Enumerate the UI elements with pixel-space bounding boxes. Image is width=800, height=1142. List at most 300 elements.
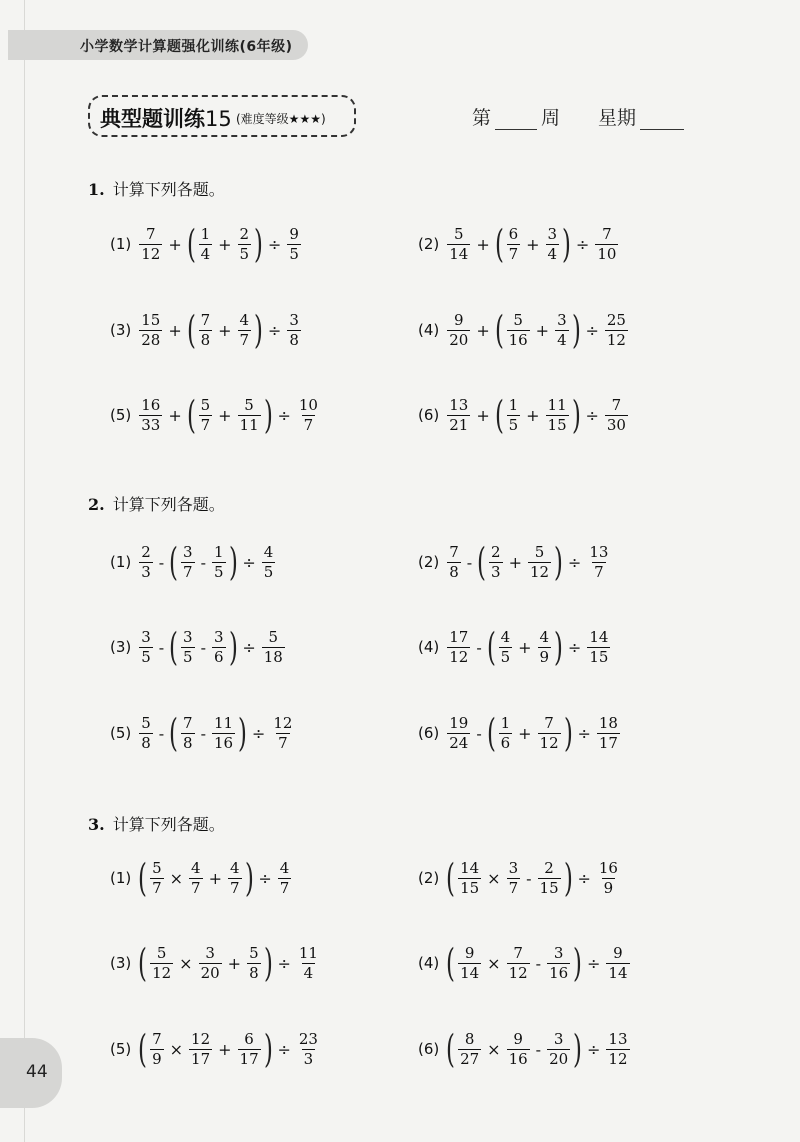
section-number: 3. (88, 815, 105, 834)
denominator: 14 (608, 963, 628, 982)
fraction (181, 542, 195, 581)
problem-3-6 (418, 1024, 632, 1074)
operator: + (526, 234, 540, 254)
fraction (262, 542, 276, 581)
numerator: 4 (239, 310, 250, 329)
operator: ÷ (267, 234, 282, 254)
denominator: 6 (213, 647, 224, 666)
numerator: 3 (553, 1029, 564, 1048)
close-paren: ) (571, 393, 581, 437)
numerator: 7 (602, 224, 612, 243)
fraction (458, 943, 481, 982)
numerator: 3 (553, 943, 564, 962)
operator: + (476, 234, 490, 254)
denominator: 7 (200, 415, 211, 434)
close-paren: ) (554, 625, 563, 669)
fraction (587, 627, 610, 666)
denominator: 8 (200, 330, 211, 349)
fraction (499, 713, 513, 752)
fraction (507, 395, 521, 434)
denominator: 8 (141, 733, 151, 752)
open-paren: ( (186, 222, 196, 266)
denominator: 12 (606, 330, 626, 349)
denominator: 7 (183, 562, 193, 581)
numerator: 7 (200, 310, 211, 329)
denominator: 15 (539, 878, 559, 897)
problem-label: (4) (418, 638, 440, 656)
numerator: 5 (268, 627, 279, 646)
operator: ÷ (587, 1039, 601, 1059)
open-paren: ( (446, 1027, 456, 1071)
denominator: 8 (249, 963, 259, 982)
numerator: 13 (608, 1029, 628, 1048)
fraction (447, 224, 470, 263)
denominator: 7 (594, 562, 604, 581)
numerator: 7 (449, 542, 459, 561)
denominator: 3 (303, 1049, 314, 1068)
problem-2-2 (418, 537, 612, 587)
open-paren: ( (446, 856, 456, 900)
numerator: 23 (298, 1029, 318, 1048)
section-number: 1. (88, 180, 105, 199)
denominator: 3 (491, 562, 501, 581)
problem-1-5 (110, 390, 322, 440)
denominator: 6 (500, 733, 511, 752)
numerator: 9 (289, 224, 299, 243)
close-paren: ) (563, 856, 573, 900)
numerator: 8 (464, 1029, 475, 1048)
numerator: 13 (589, 542, 609, 561)
numerator: 2 (491, 542, 501, 561)
fraction (507, 1029, 530, 1068)
numerator: 17 (449, 627, 469, 646)
denominator: 9 (539, 647, 550, 666)
fraction (181, 713, 195, 752)
numerator: 9 (513, 1029, 523, 1048)
numerator: 18 (598, 713, 618, 732)
numerator: 7 (152, 1029, 162, 1048)
numerator: 1 (200, 224, 211, 243)
numerator: 4 (229, 858, 240, 877)
denominator: 8 (183, 733, 193, 752)
numerator: 5 (200, 395, 211, 414)
fraction (139, 310, 162, 349)
close-paren: ) (571, 308, 581, 352)
operator: ÷ (258, 868, 272, 888)
denominator: 16 (508, 1049, 528, 1068)
close-paren: ) (573, 941, 583, 985)
operator: × (169, 1039, 184, 1059)
denominator: 4 (200, 244, 211, 263)
fraction (555, 310, 569, 349)
problem-label: (1) (110, 235, 132, 253)
section-instruction: 计算下列各题。 (112, 180, 225, 199)
section-heading (88, 177, 225, 200)
fraction (238, 1029, 261, 1068)
fraction (606, 943, 629, 982)
numerator: 3 (289, 310, 299, 329)
close-paren: ) (573, 1027, 583, 1071)
numerator: 7 (146, 224, 156, 243)
fraction (447, 310, 470, 349)
denominator: 9 (152, 1049, 162, 1068)
problem-label: (3) (110, 954, 132, 972)
difficulty-label: (难度等级★★★) (236, 112, 326, 126)
problem-2-3 (110, 622, 287, 672)
operator: - (200, 637, 206, 657)
numerator: 14 (589, 627, 609, 646)
fraction (228, 858, 242, 897)
denominator: 30 (606, 415, 626, 434)
denominator: 5 (263, 562, 274, 581)
operator: + (218, 234, 232, 254)
numerator: 7 (183, 713, 193, 732)
fraction (499, 627, 513, 666)
denominator: 7 (303, 415, 314, 434)
fraction (297, 943, 320, 982)
operator: - (466, 552, 473, 572)
operator: + (518, 637, 532, 657)
operator: + (518, 723, 532, 743)
fraction (247, 943, 261, 982)
operator: × (487, 953, 501, 973)
denominator: 4 (303, 963, 314, 982)
denominator: 5 (289, 244, 299, 263)
open-paren: ( (169, 625, 179, 669)
operator: + (218, 320, 232, 340)
denominator: 5 (183, 647, 193, 666)
numerator: 9 (613, 943, 623, 962)
fraction (546, 395, 569, 434)
denominator: 7 (278, 733, 288, 752)
fraction (139, 627, 153, 666)
fraction (606, 1029, 629, 1068)
problem-label: (6) (418, 724, 440, 742)
fraction (238, 310, 252, 349)
numerator: 4 (263, 542, 274, 561)
numerator: 12 (273, 713, 293, 732)
fraction (297, 1029, 320, 1068)
problem-label: (2) (418, 553, 440, 571)
denominator: 4 (547, 244, 558, 263)
week-prefix: 第 (472, 107, 492, 129)
operator: + (526, 405, 540, 425)
operator: - (535, 953, 542, 973)
close-paren: ) (254, 308, 263, 352)
numerator: 3 (547, 224, 558, 243)
numerator: 11 (547, 395, 567, 414)
fraction (238, 395, 261, 434)
fraction (287, 310, 301, 349)
open-paren: ( (169, 711, 179, 755)
problem-3-4 (418, 938, 632, 988)
exercise-title-text: 典型题训练 (100, 107, 205, 131)
operator: - (526, 868, 532, 888)
problem-label: (5) (110, 406, 132, 424)
numerator: 3 (557, 310, 567, 329)
denominator: 16 (549, 963, 569, 982)
fraction (297, 395, 320, 434)
denominator: 20 (449, 330, 469, 349)
exercise-number: 15 (205, 107, 232, 131)
problem-label: (2) (418, 235, 440, 253)
problem-label: (6) (418, 406, 440, 424)
open-paren: ( (494, 222, 504, 266)
numerator: 6 (508, 224, 519, 243)
page-number: 44 (26, 1062, 48, 1082)
numerator: 1 (213, 542, 224, 561)
operator: ÷ (577, 723, 591, 743)
numerator: 3 (213, 627, 224, 646)
operator: ÷ (567, 637, 582, 657)
denominator: 5 (239, 244, 250, 263)
numerator: 7 (513, 943, 523, 962)
fraction (546, 224, 560, 263)
numerator: 5 (152, 858, 162, 877)
numerator: 5 (534, 542, 545, 561)
page-margin-line (24, 0, 25, 1142)
operator: - (158, 723, 165, 743)
fraction (150, 1029, 164, 1068)
numerator: 11 (213, 713, 234, 732)
denominator: 7 (279, 878, 290, 897)
denominator: 12 (608, 1049, 628, 1068)
operator: ÷ (575, 234, 590, 254)
fraction (547, 943, 570, 982)
problem-2-4 (418, 622, 612, 672)
problem-2-6 (418, 708, 622, 758)
numerator: 5 (454, 224, 464, 243)
numerator: 7 (544, 713, 554, 732)
fraction (181, 627, 195, 666)
numerator: 3 (183, 542, 193, 561)
fraction (538, 627, 552, 666)
fraction (139, 542, 153, 581)
fraction (507, 310, 530, 349)
problem-1-3 (110, 305, 303, 355)
operator: + (168, 234, 182, 254)
numerator: 7 (611, 395, 622, 414)
operator: × (487, 1039, 501, 1059)
numerator: 2 (239, 224, 250, 243)
denominator: 15 (547, 415, 567, 434)
open-paren: ( (138, 941, 148, 985)
fraction (139, 395, 162, 434)
denominator: 8 (289, 330, 299, 349)
fraction (189, 1029, 212, 1068)
open-paren: ( (494, 393, 504, 437)
operator: - (476, 723, 482, 743)
problem-label: (4) (418, 954, 440, 972)
problem-2-1 (110, 537, 277, 587)
fraction (538, 713, 561, 752)
denominator: 11 (239, 415, 259, 434)
fraction (199, 310, 213, 349)
denominator: 20 (549, 1049, 569, 1068)
fraction (238, 224, 252, 263)
problem-label: (5) (110, 724, 132, 742)
fraction (262, 627, 285, 666)
close-paren: ) (563, 711, 573, 755)
denominator: 20 (200, 963, 220, 982)
section-instruction: 计算下列各题。 (112, 815, 225, 834)
numerator: 3 (508, 858, 519, 877)
weekday-word: 星期 (598, 107, 637, 129)
problem-label: (4) (418, 321, 440, 339)
open-paren: ( (486, 711, 496, 755)
denominator: 12 (449, 647, 469, 666)
book-title: 小学数学计算题强化训练(6年级) (80, 39, 293, 55)
operator: + (168, 320, 182, 340)
numerator: 3 (205, 943, 215, 962)
operator: ÷ (242, 552, 256, 572)
problem-label: (1) (110, 869, 132, 887)
numerator: 2 (544, 858, 554, 877)
denominator: 10 (597, 244, 617, 263)
numerator: 11 (298, 943, 318, 962)
operator: + (227, 953, 242, 973)
open-paren: ( (446, 941, 456, 985)
fraction (458, 858, 481, 897)
fraction (212, 542, 226, 581)
close-paren: ) (254, 222, 263, 266)
operator: ÷ (277, 953, 291, 973)
numerator: 9 (464, 943, 475, 962)
operator: + (218, 405, 232, 425)
weekday-blank[interactable] (640, 110, 684, 130)
fraction (605, 395, 628, 434)
problem-3-2 (418, 853, 622, 903)
fraction (597, 713, 620, 752)
operator: - (158, 637, 165, 657)
section-heading (88, 492, 225, 515)
week-number-blank[interactable] (495, 110, 537, 130)
problem-label: (1) (110, 553, 132, 571)
operator: × (179, 953, 193, 973)
numerator: 5 (513, 310, 523, 329)
numerator: 12 (191, 1029, 211, 1048)
operator: + (476, 320, 490, 340)
operator: - (535, 1039, 542, 1059)
fraction (139, 713, 153, 752)
denominator: 16 (508, 330, 528, 349)
fraction (507, 943, 530, 982)
numerator: 14 (460, 858, 480, 877)
operator: + (218, 1039, 232, 1059)
denominator: 7 (239, 330, 250, 349)
operator: ÷ (567, 552, 582, 572)
denominator: 7 (152, 878, 162, 897)
denominator: 33 (141, 415, 161, 434)
open-paren: ( (486, 625, 496, 669)
numerator: 4 (279, 858, 290, 877)
fraction (538, 858, 561, 897)
operator: ÷ (585, 320, 599, 340)
denominator: 21 (449, 415, 469, 434)
numerator: 9 (454, 310, 464, 329)
denominator: 15 (460, 878, 480, 897)
numerator: 5 (156, 943, 167, 962)
numerator: 5 (141, 713, 151, 732)
denominator: 14 (449, 244, 469, 263)
numerator: 10 (298, 395, 318, 414)
numerator: 3 (183, 627, 193, 646)
fraction (287, 224, 301, 263)
operator: ÷ (585, 405, 599, 425)
numerator: 2 (141, 542, 151, 561)
operator: + (476, 405, 490, 425)
fraction (150, 943, 173, 982)
operator: ÷ (277, 1039, 291, 1059)
close-paren: ) (554, 540, 563, 584)
section-instruction: 计算下列各题。 (112, 495, 225, 514)
denominator: 7 (508, 878, 519, 897)
denominator: 12 (529, 562, 550, 581)
fraction (458, 1029, 481, 1068)
denominator: 27 (460, 1049, 480, 1068)
numerator: 6 (244, 1029, 254, 1048)
close-paren: ) (263, 941, 273, 985)
numerator: 16 (141, 395, 161, 414)
operator: × (169, 868, 184, 888)
problem-3-5 (110, 1024, 322, 1074)
fraction (212, 627, 226, 666)
denominator: 5 (213, 562, 224, 581)
denominator: 4 (557, 330, 567, 349)
numerator: 4 (191, 858, 201, 877)
exercise-title (100, 103, 232, 133)
operator: - (200, 723, 206, 743)
denominator: 14 (460, 963, 480, 982)
numerator: 16 (598, 858, 618, 877)
denominator: 28 (141, 330, 161, 349)
close-paren: ) (562, 222, 571, 266)
operator: × (487, 868, 501, 888)
fraction (507, 858, 521, 897)
denominator: 16 (213, 733, 234, 752)
denominator: 7 (191, 878, 201, 897)
operator: ÷ (251, 723, 266, 743)
fraction (199, 395, 213, 434)
fraction (447, 395, 470, 434)
week-word: 周 (541, 107, 561, 129)
denominator: 7 (229, 878, 240, 897)
denominator: 3 (141, 562, 151, 581)
numerator: 15 (141, 310, 161, 329)
operator: ÷ (277, 405, 291, 425)
problem-1-4 (418, 305, 630, 355)
open-paren: ( (138, 1027, 148, 1071)
problem-3-3 (110, 938, 322, 988)
close-paren: ) (263, 1027, 273, 1071)
open-paren: ( (186, 393, 196, 437)
fraction (597, 858, 620, 897)
close-paren: ) (263, 393, 273, 437)
fraction (212, 713, 235, 752)
fraction (447, 713, 470, 752)
numerator: 4 (539, 627, 550, 646)
fraction (595, 224, 618, 263)
problem-label: (6) (418, 1040, 440, 1058)
section-heading (88, 812, 225, 835)
denominator: 8 (449, 562, 459, 581)
numerator: 1 (508, 395, 519, 414)
operator: + (168, 405, 182, 425)
denominator: 24 (449, 733, 469, 752)
open-paren: ( (169, 540, 179, 584)
fraction (489, 542, 503, 581)
close-paren: ) (238, 711, 247, 755)
